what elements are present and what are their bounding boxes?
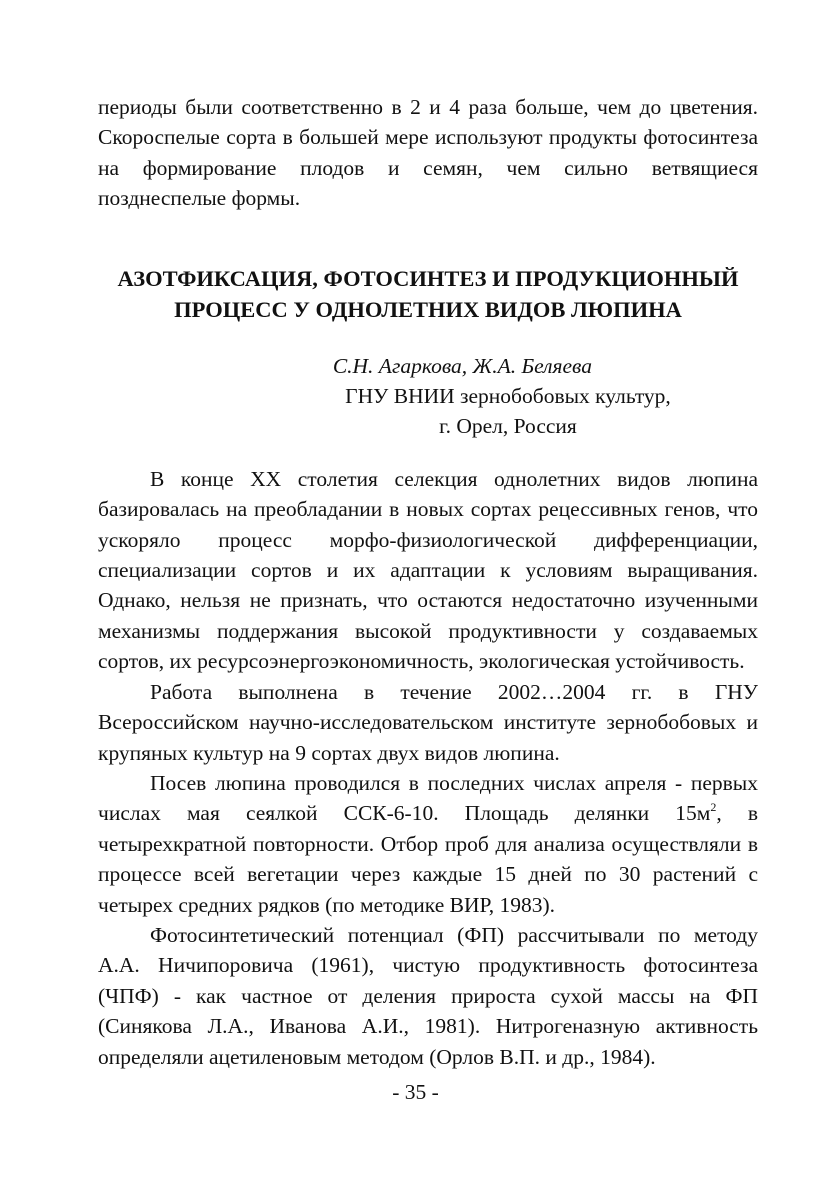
article-title-line-1: АЗОТФИКСАЦИЯ, ФОТОСИНТЕЗ И ПРОДУКЦИОННЫЙ <box>117 265 739 291</box>
page-number: - 35 - <box>392 1080 439 1104</box>
authors: С.Н. Агаркова, Ж.А. Беляева <box>332 353 592 378</box>
location: г. Орел, Россия <box>439 414 577 439</box>
article-paragraph-1: В конце ХХ столетия селекция однолетних видов люпина базировалась на преобладании в новых сортах рецессивных генов, что ускоряло процесс морфо-физиологической дифференциации, специализации сортов и их адаптации к условиям выращивания. Однако, нельзя не признать, что остаются недостаточно изученными механизмы поддержания высокой продуктивности у создаваемых сортов, их ресурсоэнергоэкономичность, экологическая устойчивость. <box>98 466 758 674</box>
affiliation <box>98 381 758 442</box>
institute: ГНУ ВНИИ зернобобовых культур, <box>345 384 671 409</box>
article-paragraph-3 <box>98 768 758 920</box>
byline <box>98 351 758 381</box>
paragraph-3-part-1: Посев люпина проводился в последних числах апреля - первых числах мая сеялкой ССК-6-10. Площадь делянки 15м <box>98 770 758 826</box>
article-title-line-2: ПРОЦЕСС У ОДНОЛЕТНИХ ВИДОВ ЛЮПИНА <box>174 296 682 322</box>
intro-paragraph: периоды были соответственно в 2 и 4 раза больше, чем до цветения. Скороспелые сорта в большей мере используют продукты фотосинтеза на формирование плодов и семян, чем сильно ветвящиеся позднеспелые формы. <box>98 95 758 211</box>
article-paragraph-4: Фотосинтетический потенциал (ФП) рассчитывали по методу А.А. Ничипоровича (1961), чистую продуктивность фотосинтеза (ЧПФ) - как частное от деления прироста сухой массы на ФП (Синякова Л.А., Иванова А.И., 1981). Нитрогеназную активность определяли ацетиленовым методом (Орлов В.П. и др., 1984). <box>98 922 758 1069</box>
paragraph-3-part-2: , в четырехкратной повторности. Отбор проб для анализа осуществляли в процессе всей вегетации через каждые 15 дней по 30 растений с четырех средних рядков (по методике ВИР, 1983). <box>98 801 758 917</box>
article-paragraph-2: Работа выполнена в течение 2002…2004 гг. в ГНУ Всероссийском научно-исследовательском институте зернобобовых и крупяных культур на 9 сортах двух видов люпина. <box>98 679 758 765</box>
article-body <box>98 464 758 1072</box>
page-body <box>98 92 758 1072</box>
area-superscript: 2 <box>710 800 717 815</box>
article-title <box>98 263 758 325</box>
